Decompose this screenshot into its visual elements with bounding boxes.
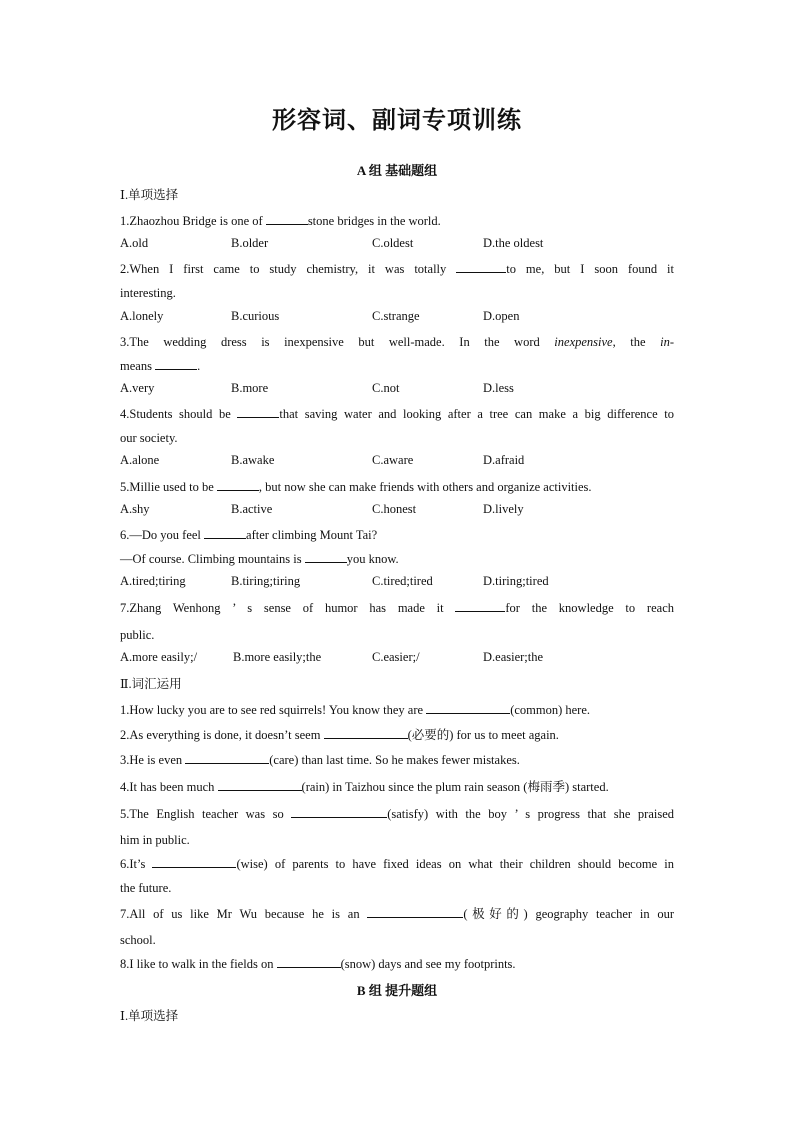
option-b: B.curious (231, 309, 280, 323)
group-b-heading: B 组 提升题组 (356, 983, 438, 998)
section-heading: Ⅰ.单项选择 (120, 188, 179, 202)
answer-blank (155, 357, 197, 370)
answer-blank (217, 478, 259, 491)
answer-blank (237, 405, 279, 418)
question-3-cont: means . (120, 359, 201, 373)
vocab-6-cont: the future. (120, 881, 172, 895)
question-2: 2.When I first came to study chemistry, it was totally to me, but I soon found it (120, 262, 674, 276)
option-d: D.lively (483, 502, 524, 516)
option-a: A.old (120, 236, 149, 250)
option-a: A.alone (120, 453, 160, 467)
option-d: D.less (483, 381, 514, 395)
option-b: B.more (231, 381, 269, 395)
option-d: D.open (483, 309, 520, 323)
option-d: D.easier;the (483, 650, 544, 664)
option-c: C.aware (372, 453, 414, 467)
option-c: C.tired;tired (372, 574, 433, 588)
question-5-options (120, 502, 674, 520)
option-a: A.tired;tiring (120, 574, 186, 588)
answer-blank (277, 955, 341, 968)
answer-blank (291, 805, 387, 818)
answer-blank (367, 905, 463, 918)
answer-blank (426, 701, 510, 714)
question-4-options (120, 453, 674, 471)
answer-blank (456, 260, 506, 273)
option-c: C.honest (372, 502, 417, 516)
option-c: C.oldest (372, 236, 414, 250)
option-a: A.very (120, 381, 155, 395)
vocab-4: 4.It has been much (rain) in Taizhou since the plum rain season (梅雨季) started. (120, 780, 609, 794)
question-1-options (120, 236, 674, 254)
answer-blank (266, 212, 308, 225)
option-d: D.the oldest (483, 236, 544, 250)
option-a: A.shy (120, 502, 150, 516)
question-4: 4.Students should be that saving water and looking after a tree can make a big difference to (120, 407, 674, 421)
option-b: B.active (231, 502, 273, 516)
section-heading: Ⅰ.单项选择 (120, 1009, 179, 1023)
question-6: 6.—Do you feel after climbing Mount Tai? (120, 528, 378, 542)
option-c: C.strange (372, 309, 420, 323)
option-b: B.more easily;the (233, 650, 322, 664)
option-a: A.more easily;/ (120, 650, 198, 664)
vocab-5-cont: him in public. (120, 833, 190, 847)
question-2-cont: interesting. (120, 286, 176, 300)
vocab-2: 2.As everything is done, it doesn’t seem (必要的) for us to meet again. (120, 728, 559, 742)
option-b: B.awake (231, 453, 275, 467)
question-5: 5.Millie used to be , but now she can make friends with others and organize activities. (120, 480, 592, 494)
question-3-options (120, 381, 674, 399)
question-1: 1.Zhaozhou Bridge is one of stone bridges in the world. (120, 214, 441, 228)
vocab-6: 6.It’s (wise) of parents to have fixed ideas on what their children should become in (120, 857, 674, 871)
vocab-8: 8.I like to walk in the fields on (snow) days and see my footprints. (120, 957, 516, 971)
vocab-7: 7.All of us like Mr Wu because he is an (极好的) geography teacher in our (120, 907, 674, 921)
question-6-reply: —Of course. Climbing mountains is you know. (120, 552, 399, 566)
page-title: 形容词、副词专项训练 (272, 108, 522, 134)
question-3: 3.The wedding dress is inexpensive but well-made. In the word inexpensive, the in- (120, 335, 674, 349)
option-c: C.easier;/ (372, 650, 420, 664)
question-7-cont: public. (120, 628, 155, 642)
answer-blank (218, 778, 302, 791)
question-7-options (120, 650, 674, 668)
answer-blank (152, 855, 236, 868)
question-4-cont: our society. (120, 431, 178, 445)
question-6-options (120, 574, 674, 592)
answer-blank (455, 599, 505, 612)
answer-blank (324, 726, 408, 739)
vocab-5: 5.The English teacher was so (satisfy) with the boy ’ s progress that she praised (120, 807, 674, 821)
option-b: B.tiring;tiring (231, 574, 301, 588)
option-a: A.lonely (120, 309, 164, 323)
option-b: B.older (231, 236, 269, 250)
vocab-3: 3.He is even (care) than last time. So he makes fewer mistakes. (120, 753, 520, 767)
answer-blank (305, 550, 347, 563)
question-2-options (120, 309, 674, 327)
option-d: D.tiring;tired (483, 574, 549, 588)
group-a-heading: A 组 基础题组 (356, 163, 438, 178)
option-c: C.not (372, 381, 400, 395)
option-d: D.afraid (483, 453, 525, 467)
vocab-7-cont: school. (120, 933, 156, 947)
section-heading: Ⅱ.词汇运用 (120, 677, 182, 691)
vocab-1: 1.How lucky you are to see red squirrels! You know they are (common) here. (120, 703, 591, 717)
answer-blank (185, 751, 269, 764)
answer-blank (204, 526, 246, 539)
question-7: 7.Zhang Wenhong ’ s sense of humor has made it for the knowledge to reach (120, 601, 674, 615)
